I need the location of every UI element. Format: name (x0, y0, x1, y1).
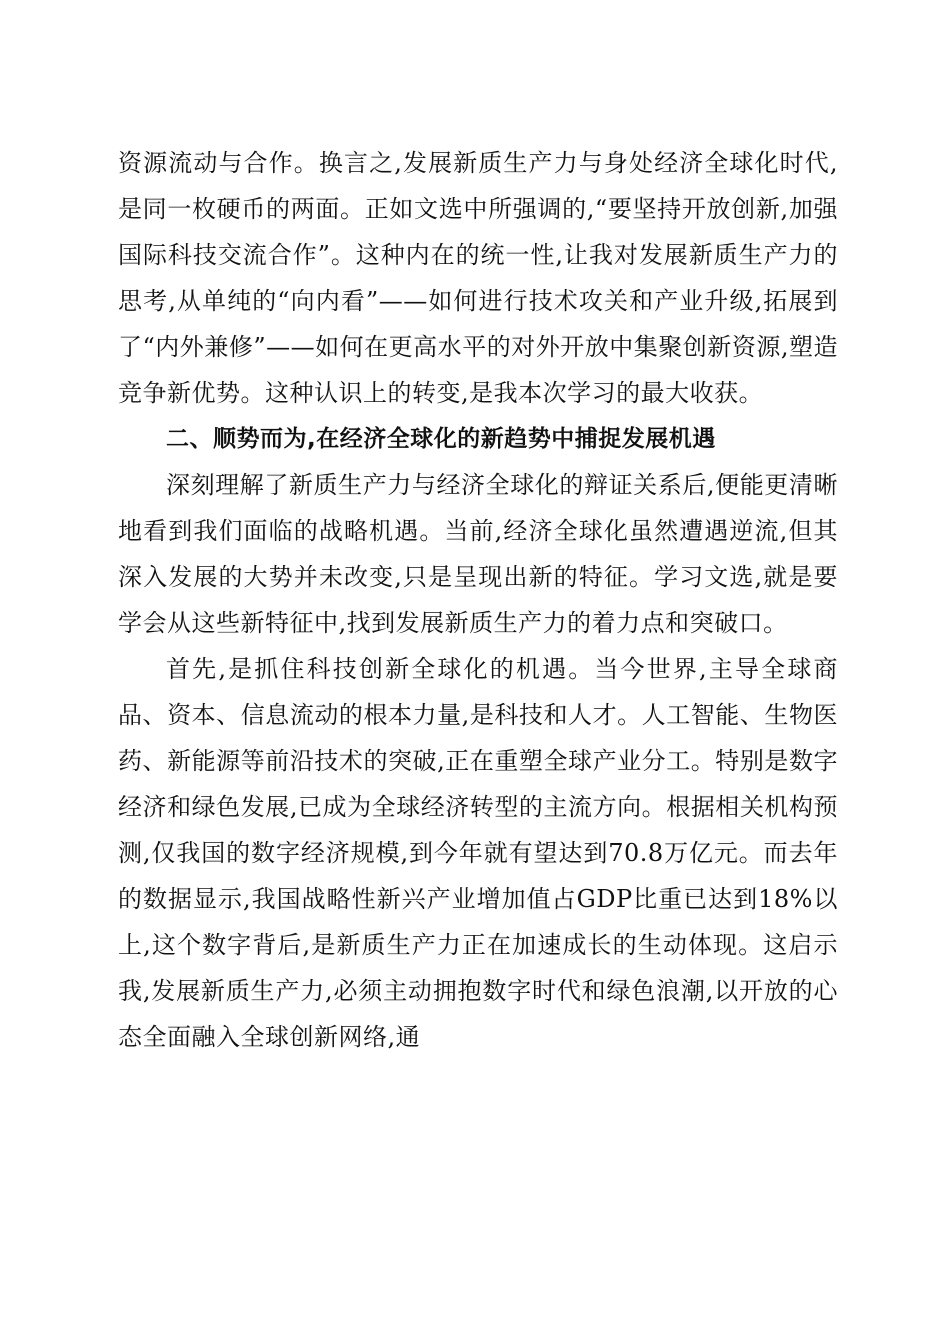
document-body (118, 140, 838, 1060)
paragraph-tech-innovation: 首先,是抓住科技创新全球化的机遇。当今世界,主导全球商品、资本、信息流动的根本力量,是科技和人才。人工智能、生物医药、新能源等前沿技术的突破,正在重塑全球产业分工。特别是数字经济和绿色发展,已成为全球经济转型的主流方向。根据相关机构预测,仅我国的数字经济规模,到今年就有望达到70.8万亿元。而去年的数据显示,我国战略性新兴产业增加值占GDP比重已达到18%以上,这个数字背后,是新质生产力正在加速成长的生动体现。这启示我,发展新质生产力,必须主动拥抱数字时代和绿色浪潮,以开放的心态全面融入全球创新网络,通 (118, 655, 838, 1051)
paragraph-continuation: 资源流动与合作。换言之,发展新质生产力与身处经济全球化时代,是同一枚硬币的两面。正如文选中所强调的,“要坚持开放创新,加强国际科技交流合作”。这种内在的统一性,让我对发展新质生产力的思考,从单纯的“向内看”——如何进行技术攻关和产业升级,拓展到了“内外兼修”——如何在更高水平的对外开放中集聚创新资源,塑造竞争新优势。这种认识上的转变,是我本次学习的最大收获。 (118, 149, 838, 407)
section-heading: 二、顺势而为,在经济全球化的新趋势中捕捉发展机遇 (166, 426, 716, 452)
paragraph-opportunity-intro: 深刻理解了新质生产力与经济全球化的辩证关系后,便能更清晰地看到我们面临的战略机遇。当前,经济全球化虽然遭遇逆流,但其深入发展的大势并未改变,只是呈现出新的特征。学习文选,就是要学会从这些新特征中,找到发展新质生产力的着力点和突破口。 (118, 471, 838, 637)
